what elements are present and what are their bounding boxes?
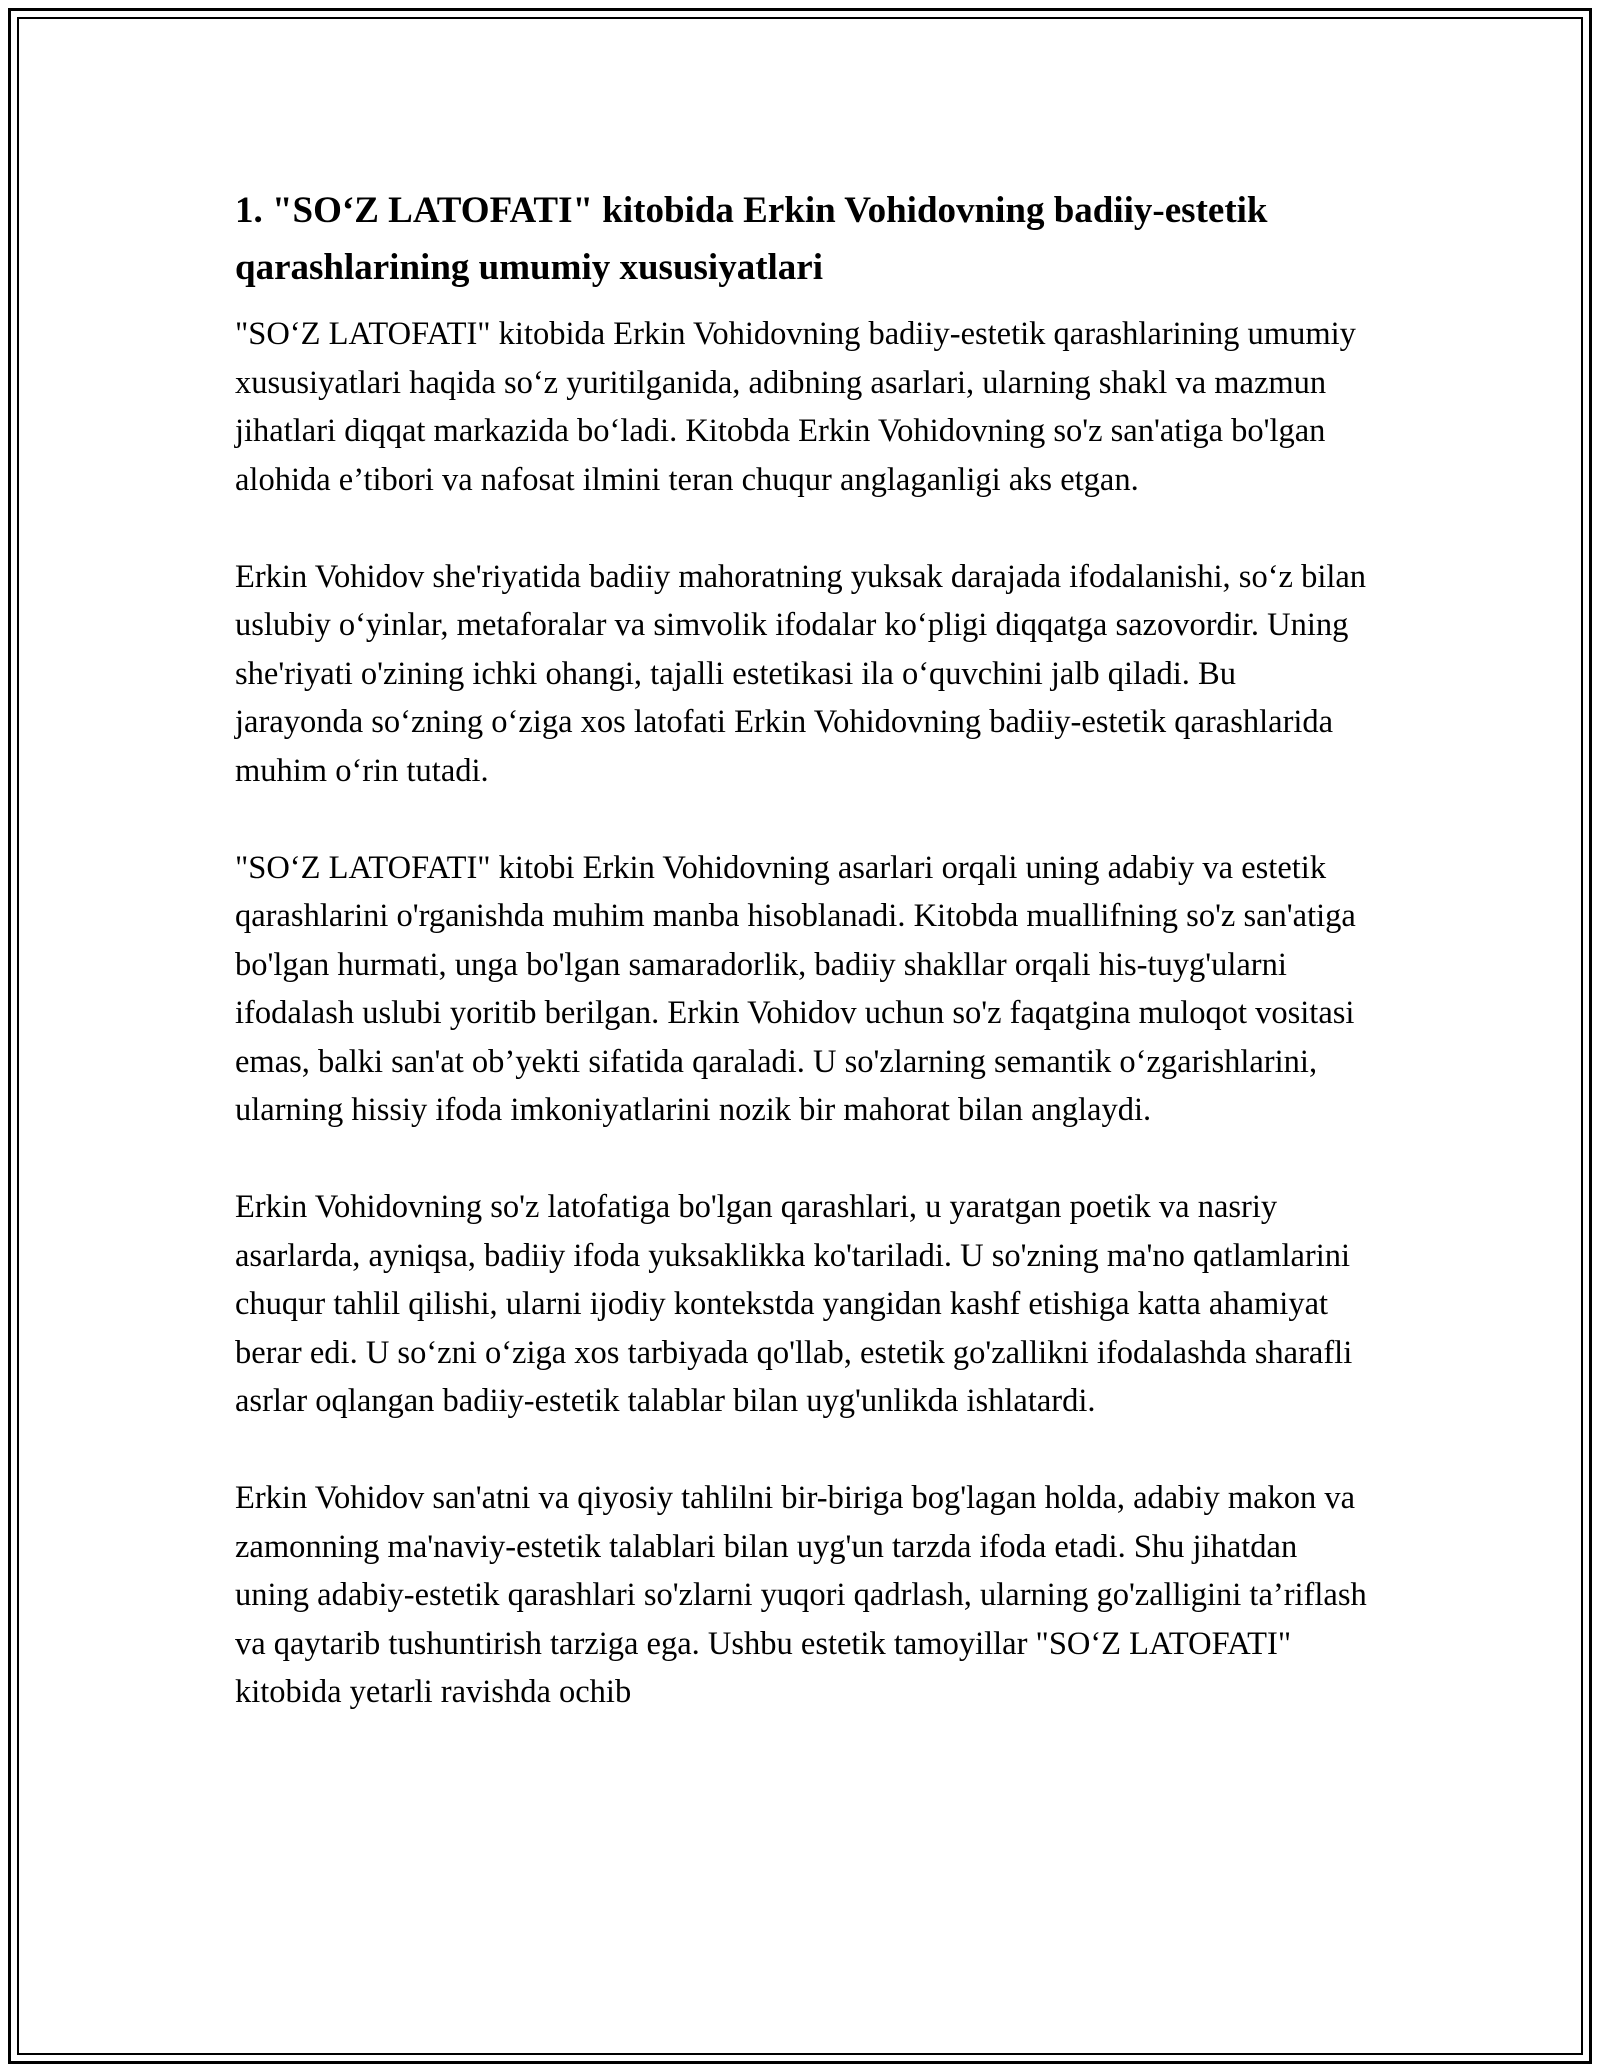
paragraph-3: "SO‘Z LATOFATI" kitobi Erkin Vohidovning asarlari orqali uning adabiy va estetik qarashlarini o'rganishda muhim manba hisoblanadi. Kitobda muallifning so'z san'atiga bo'lgan hurmati, unga bo'lgan samaradorlik, badiiy shakllar orqali his-tuyg'ularni ifodalash uslubi yoritib berilgan. Erkin Vohidov uchun so'z faqatgina muloqot vositasi emas, balki san'at ob’yekti sifatida qaraladi. U so'zlarning semantik o‘zgarishlarini, ularning hissiy ifoda imkoniyatlarini nozik bir mahorat bilan anglaydi. (235, 849, 1356, 1128)
document-body (235, 182, 1370, 1765)
paragraph-1: "SO‘Z LATOFATI" kitobida Erkin Vohidovning badiiy-estetik qarashlarining umumiy xususiyatlari haqida so‘z yuritilganida, adibning asarlari, ularning shakl va mazmun jihatlari diqqat markazida bo‘ladi. Kitobda Erkin Vohidovning so'z san'atiga bo'lgan alohida e’tibori va nafosat ilmini teran chuqur anglaganligi aks etgan. (235, 316, 1356, 498)
section-heading: 1. "SO‘Z LATOFATI" kitobida Erkin Vohidovning badiiy-estetik qarashlarining umumiy xususiyatlari (235, 190, 1268, 288)
paragraph-4: Erkin Vohidovning so'z latofatiga bo'lgan qarashlari, u yaratgan poetik va nasriy asarlarda, ayniqsa, badiiy ifoda yuksaklikka ko'tariladi. U so'zning ma'no qatlamlarini chuqur tahlil qilishi, ularni ijodiy kontekstda yangidan kashf etishiga katta ahamiyat berar edi. U so‘zni o‘ziga xos tarbiyada qo'llab, estetik go'zallikni ifodalashda sharafli asrlar oqlangan badiiy-estetik talablar bilan uyg'unlikda ishlatardi. (235, 1189, 1353, 1419)
paragraph-2: Erkin Vohidov she'riyatida badiiy mahoratning yuksak darajada ifodalanishi, so‘z bilan uslubiy o‘yinlar, metaforalar va simvolik ifodalar ko‘pligi diqqatga sazovordir. Uning she'riyati o'zining ichki ohangi, tajalli estetikasi ila o‘quvchini jalb qiladi. Bu jarayonda so‘zning o‘ziga xos latofati Erkin Vohidovning badiiy-estetik qarashlarida muhim o‘rin tutadi. (235, 558, 1367, 789)
paragraph-5: Erkin Vohidov san'atni va qiyosiy tahlilni bir-biriga bog'lagan holda, adabiy makon va zamonning ma'naviy-estetik talablari bilan uyg'un tarzda ifoda etadi. Shu jihatdan uning adabiy-estetik qarashlari so'zlarni yuqori qadrlash, ularning go'zalligini ta’riflash va qaytarib tushuntirish tarziga ega. Ushbu estetik tamoyillar "SO‘Z LATOFATI" kitobida yetarli ravishda ochib (235, 1480, 1367, 1710)
